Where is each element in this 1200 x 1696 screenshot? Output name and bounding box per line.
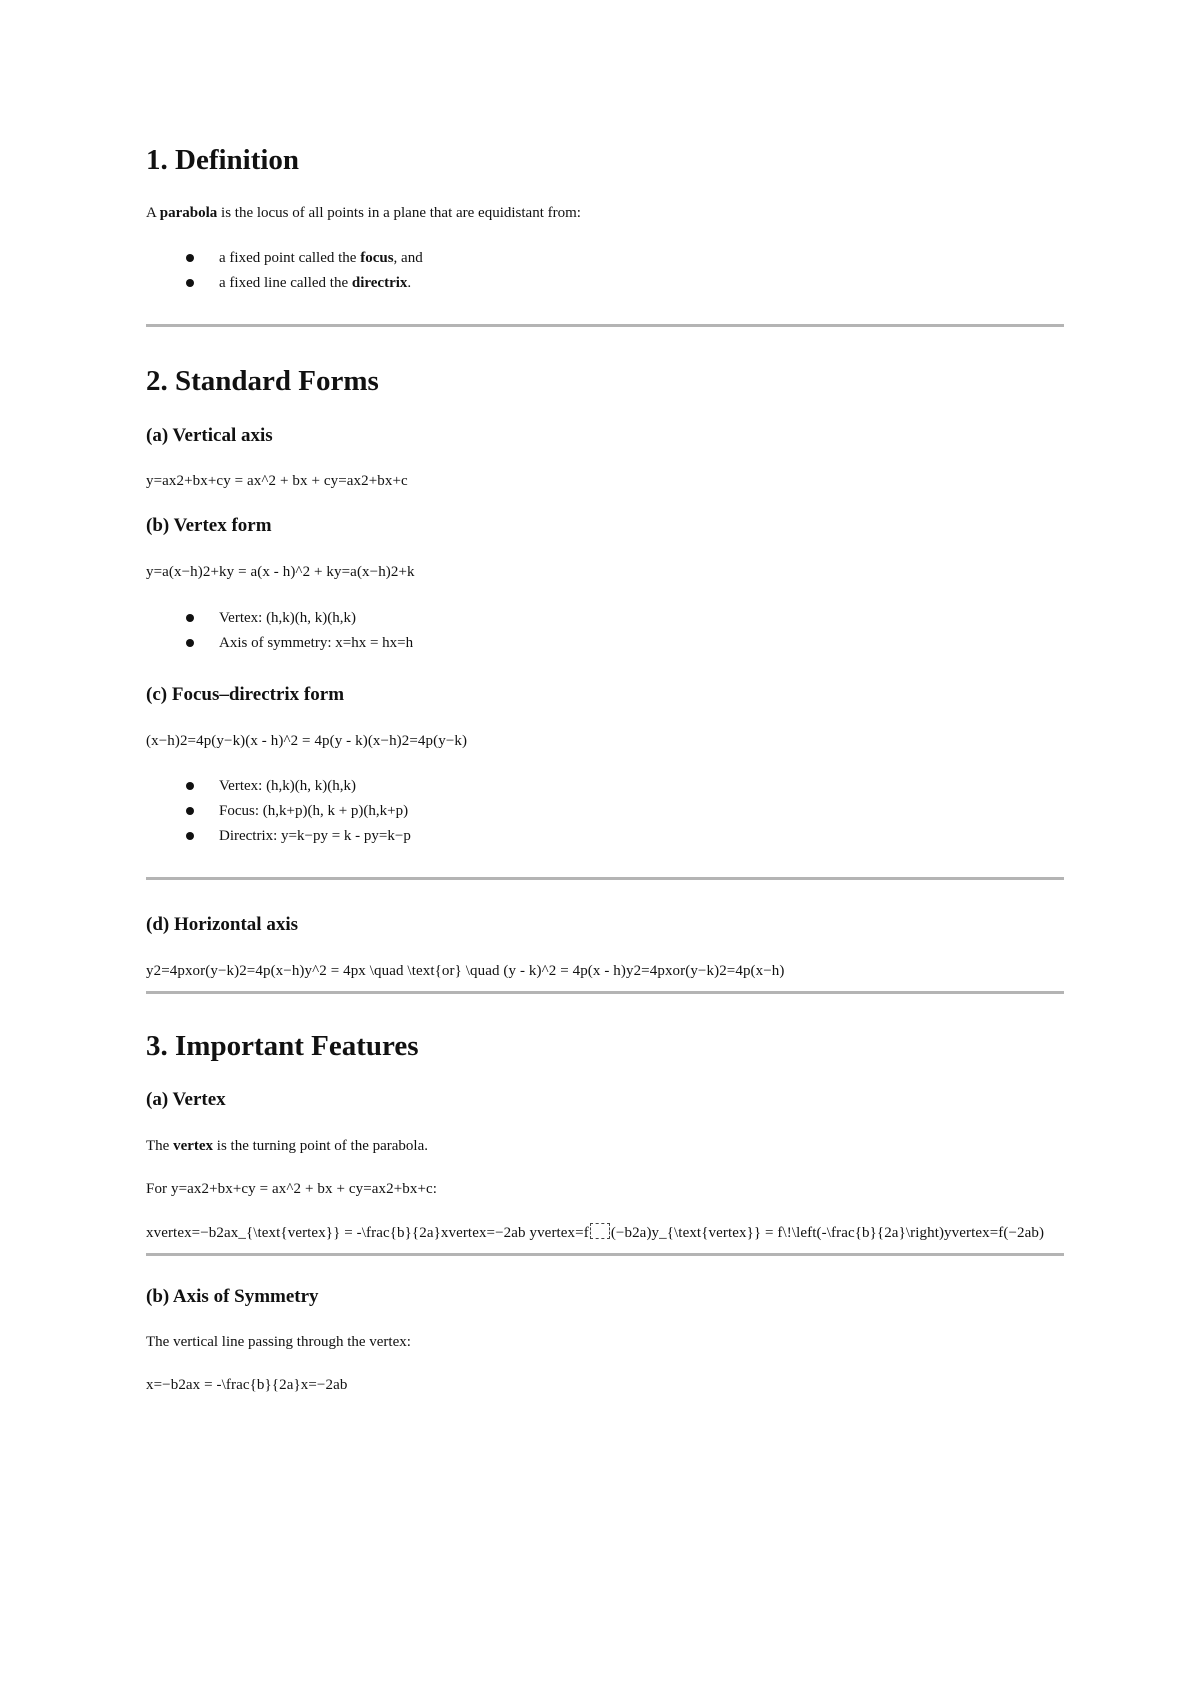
horizontal-axis-equation: y2=4pxor(y−k)2=4p(x−h)y^2 = 4px \quad \text{or} \quad (y - k)^2 = 4p(x - h)y2=4pxor(y−k)2=4p(x−h)	[146, 963, 785, 980]
divider	[146, 324, 1064, 327]
list-item: Vertex: (h,k)(h, k)(h,k)	[146, 774, 1064, 799]
list-item: Focus: (h,k+p)(h, k + p)(h,k+p)	[146, 799, 1064, 824]
subsection-focus-directrix-heading: (c) Focus–directrix form	[146, 683, 345, 705]
list-item: Axis of symmetry: x=hx = hx=h	[146, 631, 1064, 656]
list-item: Directrix: y=k−py = k - py=k−p	[146, 824, 1064, 849]
list-item: Vertex: (h,k)(h, k)(h,k)	[146, 606, 1064, 631]
vertex-form-list	[146, 606, 1064, 656]
definition-intro: A parabola is the locus of all points in a plane that are equidistant from:	[146, 205, 581, 222]
divider	[146, 877, 1064, 880]
term-vertex: vertex	[173, 1138, 214, 1155]
vertex-context-line: For y=ax2+bx+cy = ax^2 + bx + cy=ax2+bx+c:	[146, 1181, 438, 1198]
divider	[146, 991, 1064, 994]
bullet-icon	[186, 254, 194, 262]
bullet-icon	[186, 639, 194, 647]
focus-directrix-equation: (x−h)2=4p(y−k)(x - h)^2 = 4p(y - k)(x−h)2=4p(y−k)	[146, 732, 468, 749]
document-content	[146, 144, 1064, 1419]
term-parabola: parabola	[159, 205, 218, 222]
subsection-vertex-form-heading: (b) Vertex form	[146, 515, 272, 537]
definition-list	[146, 246, 1064, 296]
axis-of-symmetry-description: The vertical line passing through the vertex:	[146, 1334, 411, 1351]
vertex-coordinate-equations: xvertex=−b2ax_{\text{vertex}} = -\frac{b}{2a}xvertex=−2ab yvertex=f (−b2a)y_{\text{vertex}} = f\!\left(-\frac{b}{2a}\right)yvertex=f(−2ab)	[146, 1224, 1045, 1241]
divider	[146, 1253, 1064, 1256]
bullet-icon	[186, 782, 194, 790]
missing-glyph-icon	[590, 1223, 610, 1239]
axis-of-symmetry-equation: x=−b2ax = -\frac{b}{2a}x=−2ab	[146, 1377, 348, 1394]
subsection-horizontal-axis-heading: (d) Horizontal axis	[146, 914, 298, 936]
vertical-axis-equation: y=ax2+bx+cy = ax^2 + bx + cy=ax2+bx+c	[146, 473, 408, 490]
section-standard-forms-heading: 2. Standard Forms	[146, 365, 379, 398]
vertex-description: The vertex is the turning point of the parabola.	[146, 1138, 428, 1155]
bullet-icon	[186, 614, 194, 622]
bullet-icon	[186, 832, 194, 840]
bullet-icon	[186, 807, 194, 815]
focus-directrix-list	[146, 774, 1064, 849]
list-item: a fixed point called the focus, and	[146, 246, 1064, 271]
bullet-icon	[186, 279, 194, 287]
vertex-form-equation: y=a(x−h)2+ky = a(x - h)^2 + ky=a(x−h)2+k	[146, 564, 415, 581]
subsection-axis-of-symmetry-heading: (b) Axis of Symmetry	[146, 1285, 319, 1307]
subsection-vertical-axis-heading: (a) Vertical axis	[146, 424, 273, 446]
subsection-vertex-heading: (a) Vertex	[146, 1089, 226, 1111]
list-item: a fixed line called the directrix.	[146, 271, 1064, 296]
section-definition-heading: 1. Definition	[146, 144, 300, 176]
section-important-features-heading: 3. Important Features	[146, 1029, 419, 1062]
